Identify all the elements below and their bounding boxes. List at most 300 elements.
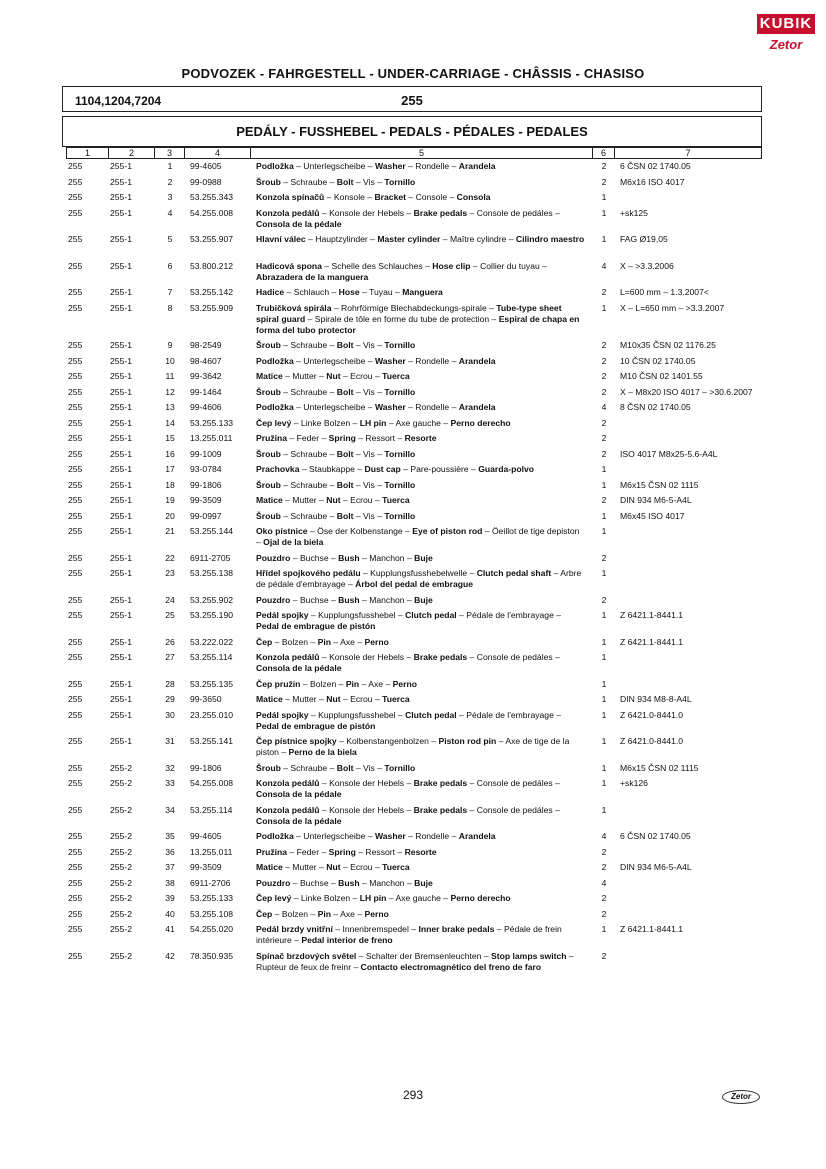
quantity-cell: 2 xyxy=(601,176,607,187)
description-de: Unterlegscheibe xyxy=(303,355,366,366)
quantity-cell: 1 xyxy=(601,568,607,578)
part-number-cell: 53.222.022 xyxy=(190,636,234,647)
description-cell: Podložka – Unterlegscheibe – Washer – Rondelle – Arandela xyxy=(256,355,496,366)
description-en: Nut xyxy=(326,371,341,381)
group-cell: 255 xyxy=(68,161,83,171)
note-cell: +sk126 xyxy=(620,778,648,788)
note-cell: DIN 934 M8-8-A4L xyxy=(620,694,692,704)
figure-cell: 255-1 xyxy=(110,736,132,746)
quantity-cell: 2 xyxy=(601,355,607,366)
figure-cell: 255-2 xyxy=(110,862,132,872)
description-cz: Čep xyxy=(256,908,273,919)
description-cz: Trubičková spirála xyxy=(256,302,332,313)
description-fr: Ecrou xyxy=(350,371,373,381)
description-es: Tuerca xyxy=(382,495,410,505)
group-cell: 255 xyxy=(68,652,83,662)
quantity-cell: 1 xyxy=(601,636,607,647)
group-cell: 255 xyxy=(68,709,83,720)
group-cell: 255 xyxy=(68,877,83,888)
description-en: Bush xyxy=(338,552,360,563)
description-es: Cilindro maestro xyxy=(515,234,585,244)
description-fr: Spirale de tôle en forme du tube de protection xyxy=(314,313,490,324)
section-header xyxy=(62,116,762,147)
description-fr: Pédale de l'embrayage xyxy=(466,709,554,720)
description-de: Staubkappe xyxy=(309,464,355,474)
description-cell: Trubičková spirála – Rohrförmige Blechabdeckungs-spirale – Tube-type sheet spiral guard – Spirale de tôle en forme du tube de protection – Espiral de chapa en forma del tubo protector xyxy=(256,302,580,335)
description-cz: Čep pružin xyxy=(256,678,301,689)
description-cell: Konzola pedálů – Konsole der Hebels – Brake pedals – Console de pedáles – Consola de la pédale xyxy=(256,804,560,826)
description-cell: Pedál brzdy vnitřní – Innenbremspedel – Inner brake pedals – Pédale de frein intérieure – Pedal interior de freno xyxy=(256,924,562,945)
description-de: Konsole der Hebels xyxy=(329,778,405,788)
description-cz: Čep levý xyxy=(256,417,292,428)
description-cz: Pružina xyxy=(256,846,288,857)
group-cell: 255 xyxy=(68,862,83,872)
description-es: Pedal interior de freno xyxy=(301,935,393,945)
figure-cell: 255-1 xyxy=(110,234,132,244)
quantity-cell: 1 xyxy=(601,207,607,218)
quantity-cell: 1 xyxy=(601,694,607,704)
description-fr: Maître cylindre xyxy=(449,234,507,244)
description-fr: Console xyxy=(415,192,448,202)
description-fr: Ecrou xyxy=(350,495,373,505)
part-number-cell: 6911-2706 xyxy=(190,877,231,888)
position-cell: 36 xyxy=(165,846,175,857)
figure-cell: 255-1 xyxy=(110,192,132,202)
note-cell: X – M8x20 ISO 4017 – >30.6.2007 xyxy=(620,386,753,397)
description-en: Tube-type sheet spiral guard xyxy=(256,302,562,324)
figure-cell: 255-2 xyxy=(110,877,132,888)
note-cell: X – >3.3.2006 xyxy=(620,260,674,271)
group-cell: 255 xyxy=(68,464,83,474)
part-number-cell: 6911-2705 xyxy=(190,552,231,563)
part-number-cell: 99-0997 xyxy=(190,510,222,521)
description-en: Bolt xyxy=(336,340,354,350)
description-en: Bolt xyxy=(336,386,354,397)
figure-cell: 255-2 xyxy=(110,908,132,919)
quantity-cell: 1 xyxy=(601,464,607,474)
figure-cell: 255-2 xyxy=(110,831,132,841)
logo-sub: Zetor xyxy=(769,37,803,52)
group-number: 255 xyxy=(401,93,423,108)
figure-cell: 255-1 xyxy=(110,260,132,271)
description-cell: Šroub – Schraube – Bolt – Vis – Tornillo xyxy=(256,479,416,490)
description-cz: Matice xyxy=(256,862,283,872)
group-cell: 255 xyxy=(68,207,83,218)
description-cz: Hlavní válec xyxy=(256,234,306,244)
description-cz: Hřídel spojkového pedálu xyxy=(256,568,361,578)
description-es: Pedal de embrague de pistón xyxy=(256,720,376,731)
description-de: Kupplungsfusshebel xyxy=(318,709,396,720)
part-number-cell: 54.255.008 xyxy=(190,778,234,788)
figure-cell: 255-1 xyxy=(110,207,132,218)
description-en: Bracket xyxy=(374,192,406,202)
part-number-cell: 53.255.907 xyxy=(190,234,234,244)
figure-cell: 255-1 xyxy=(110,386,132,397)
group-cell: 255 xyxy=(68,594,83,605)
description-de: Konsole xyxy=(333,192,365,202)
figure-cell: 255-1 xyxy=(110,433,132,443)
position-cell: 22 xyxy=(165,552,175,563)
description-fr: Vis xyxy=(363,340,375,350)
figure-cell: 255-1 xyxy=(110,302,132,313)
part-number-cell: 98-4607 xyxy=(190,355,222,366)
quantity-cell: 1 xyxy=(601,778,607,788)
description-cell: Podložka – Unterlegscheibe – Washer – Rondelle – Arandela xyxy=(256,831,496,841)
description-en: LH pin xyxy=(359,417,387,428)
description-cz: Pouzdro xyxy=(256,594,291,605)
description-es: Tuerca xyxy=(382,371,410,381)
figure-cell: 255-1 xyxy=(110,340,132,350)
description-fr: Manchon xyxy=(369,594,405,605)
description-de: Unterlegscheibe xyxy=(303,161,366,171)
description-cz: Šroub xyxy=(256,340,281,350)
description-de: Linke Bolzen xyxy=(300,893,351,903)
description-cell: Konzola pedálů – Konsole der Hebels – Brake pedals – Console de pedáles – Consola de la pédale xyxy=(256,778,560,799)
description-cz: Matice xyxy=(256,371,283,381)
figure-cell: 255-2 xyxy=(110,846,132,857)
note-cell: DIN 934 M6-5-A4L xyxy=(620,495,692,505)
part-number-cell: 53.255.142 xyxy=(190,287,234,297)
figure-cell: 255-1 xyxy=(110,161,132,171)
description-cell: Šroub – Schraube – Bolt – Vis – Tornillo xyxy=(256,386,416,397)
description-en: Inner brake pedals xyxy=(418,924,495,934)
description-es: Consola de la pédale xyxy=(256,815,342,826)
description-de: Konsole der Hebels xyxy=(329,804,405,815)
description-cell: Hadice – Schlauch – Hose – Tuyau – Manguera xyxy=(256,287,443,297)
description-es: Buje xyxy=(414,594,433,605)
zetor-footer-logo: Zetor xyxy=(722,1090,760,1104)
quantity-cell: 1 xyxy=(601,762,607,773)
description-en: Spring xyxy=(328,433,356,443)
note-cell: Z 6421.1-8441.1 xyxy=(620,924,684,934)
note-cell: 8 ČSN 02 1740.05 xyxy=(620,402,691,412)
position-cell: 1 xyxy=(167,161,173,171)
description-cell: Konzola pedálů – Konsole der Hebels – Brake pedals – Console de pedáles – Consola de la pédale xyxy=(256,207,560,229)
description-cz: Šroub xyxy=(256,386,281,397)
description-en: Spring xyxy=(328,846,356,857)
description-cell: Hlavní válec – Hauptzylinder – Master cylinder – Maître cylindre – Cilindro maestro xyxy=(256,234,585,244)
description-en: Bolt xyxy=(336,479,354,490)
quantity-cell: 2 xyxy=(601,495,607,505)
position-cell: 13 xyxy=(165,402,175,412)
description-en: Nut xyxy=(326,862,341,872)
part-number-cell: 53.255.141 xyxy=(190,736,234,746)
group-cell: 255 xyxy=(68,893,83,903)
description-fr: Rondelle xyxy=(415,402,450,412)
part-number-cell: 99-1464 xyxy=(190,386,222,397)
description-cell: Šroub – Schraube – Bolt – Vis – Tornillo xyxy=(256,510,416,521)
description-cell: Čep pružin – Bolzen – Pin – Axe – Perno xyxy=(256,678,418,689)
quantity-cell: 2 xyxy=(601,287,607,297)
description-es: Guarda-polvo xyxy=(478,464,535,474)
description-fr: Axe gauche xyxy=(395,893,441,903)
group-cell: 255 xyxy=(68,762,83,773)
quantity-cell: 2 xyxy=(601,371,607,381)
figure-cell: 255-1 xyxy=(110,678,132,689)
figure-cell: 255-1 xyxy=(110,448,132,459)
description-en: Clutch pedal xyxy=(405,610,457,620)
position-cell: 30 xyxy=(165,709,175,720)
description-en: Eye of piston rod xyxy=(412,526,483,536)
description-cell: Šroub – Schraube – Bolt – Vis – Tornillo xyxy=(256,762,416,773)
description-de: Konsole der Hebels xyxy=(329,652,405,662)
description-fr: Ecrou xyxy=(350,694,373,704)
quantity-cell: 1 xyxy=(601,610,607,620)
part-number-cell: 99-1806 xyxy=(190,762,222,773)
group-cell: 255 xyxy=(68,386,83,397)
description-fr: Vis xyxy=(363,762,375,773)
description-es: Consola de la pédale xyxy=(256,218,342,229)
description-fr: Vis xyxy=(363,386,375,397)
position-cell: 24 xyxy=(165,594,175,605)
group-cell: 255 xyxy=(68,804,83,815)
description-es: Tornillo xyxy=(384,176,416,187)
part-number-cell: 99-4605 xyxy=(190,161,222,171)
description-fr: Axe xyxy=(368,678,384,689)
group-cell: 255 xyxy=(68,417,83,428)
description-en: Bolt xyxy=(336,762,354,773)
description-en: Bush xyxy=(338,594,360,605)
position-cell: 37 xyxy=(165,862,175,872)
column-header-6: 6 xyxy=(593,148,615,158)
quantity-cell: 1 xyxy=(601,192,607,202)
column-header-7: 7 xyxy=(685,148,691,158)
note-cell: M6x15 ČSN 02 1115 xyxy=(620,479,699,490)
figure-cell: 255-2 xyxy=(110,762,132,773)
part-number-cell: 99-1806 xyxy=(190,479,222,490)
description-cell: Pružina – Feder – Spring – Ressort – Resorte xyxy=(256,846,437,857)
quantity-cell: 2 xyxy=(601,161,607,171)
description-de: Mutter xyxy=(292,495,317,505)
quantity-cell: 2 xyxy=(601,908,607,919)
description-cell: Prachovka – Staubkappe – Dust cap – Pare-poussière – Guarda-polvo xyxy=(256,464,535,474)
quantity-cell: 1 xyxy=(601,736,607,746)
description-en: Brake pedals xyxy=(413,804,468,815)
part-number-cell: 99-0988 xyxy=(190,176,222,187)
description-de: Bolzen xyxy=(281,636,309,647)
description-en: Pin xyxy=(345,678,360,689)
description-es: Arandela xyxy=(458,831,496,841)
description-es: Consola xyxy=(456,192,491,202)
note-cell: 6 ČSN 02 1740.05 xyxy=(620,831,691,841)
group-cell: 255 xyxy=(68,479,83,490)
description-fr: Rupteur de feux de freinr xyxy=(256,961,352,972)
description-cell: Čep levý – Linke Bolzen – LH pin – Axe gauche – Perno derecho xyxy=(256,417,511,428)
part-number-cell: 99-3642 xyxy=(190,371,222,381)
description-cz: Konzola pedálů xyxy=(256,652,320,662)
figure-cell: 255-1 xyxy=(110,176,132,187)
description-cell: Podložka – Unterlegscheibe – Washer – Rondelle – Arandela xyxy=(256,161,496,171)
description-es: Perno derecho xyxy=(450,893,511,903)
description-fr: Vis xyxy=(363,510,375,521)
position-cell: 27 xyxy=(165,652,175,662)
description-cz: Šroub xyxy=(256,510,281,521)
note-cell: +sk125 xyxy=(620,207,648,218)
description-cz: Šroub xyxy=(256,479,281,490)
group-cell: 255 xyxy=(68,495,83,505)
quantity-cell: 4 xyxy=(601,402,607,412)
description-cz: Pedál spojky xyxy=(256,610,309,620)
figure-cell: 255-1 xyxy=(110,355,132,366)
model-header xyxy=(62,86,762,112)
description-fr: Pédale de frein intérieure xyxy=(256,924,562,945)
description-fr: Tuyau xyxy=(369,287,393,297)
description-cz: Hadicová spona xyxy=(256,260,322,271)
description-de: Innenbremspedel xyxy=(342,924,409,934)
description-de: Kupplungsfusshebel xyxy=(318,610,396,620)
description-es: Tornillo xyxy=(384,510,416,521)
description-es: Perno xyxy=(364,908,389,919)
figure-cell: 255-2 xyxy=(110,924,132,934)
description-cell: Pedál spojky – Kupplungsfusshebel – Clutch pedal – Pédale de l'embrayage – Pedal de embrague de pistón xyxy=(256,709,562,731)
position-cell: 5 xyxy=(167,234,173,244)
description-en: Hose xyxy=(338,287,360,297)
description-de: Konsole der Hebels xyxy=(329,207,405,218)
position-cell: 35 xyxy=(165,831,175,841)
position-cell: 33 xyxy=(165,778,175,788)
description-cz: Šroub xyxy=(256,762,281,773)
note-cell: Z 6421.0-8441.0 xyxy=(620,736,684,746)
description-cz: Konzola pedálů xyxy=(256,778,320,788)
part-number-cell: 53.255.144 xyxy=(190,526,234,536)
position-cell: 29 xyxy=(165,694,175,704)
kubik-zetor-logo xyxy=(757,14,815,64)
quantity-cell: 2 xyxy=(601,417,607,428)
quantity-cell: 1 xyxy=(601,709,607,720)
description-es: Arandela xyxy=(458,355,496,366)
description-fr: Axe gauche xyxy=(395,417,441,428)
group-cell: 255 xyxy=(68,510,83,521)
part-number-cell: 99-1009 xyxy=(190,448,222,459)
description-cell: Hadicová spona – Schelle des Schlauches – Hose clip – Collier du tuyau – Abrazadera de la manguera xyxy=(256,260,547,282)
group-cell: 255 xyxy=(68,355,83,366)
description-cz: Pouzdro xyxy=(256,877,291,888)
position-cell: 41 xyxy=(165,924,175,934)
description-de: Buchse xyxy=(299,552,329,563)
quantity-cell: 1 xyxy=(601,510,607,521)
quantity-cell: 2 xyxy=(601,552,607,563)
description-cz: Pružina xyxy=(256,433,288,443)
position-cell: 17 xyxy=(165,464,175,474)
part-number-cell: 53.255.190 xyxy=(190,610,234,620)
note-cell: M10x35 ČSN 02 1176.25 xyxy=(620,340,716,350)
description-fr: Rondelle xyxy=(415,831,450,841)
description-de: Rohrförmige Blechabdeckungs-spirale xyxy=(341,302,487,313)
description-fr: Console de pedáles xyxy=(476,652,553,662)
description-fr: Axe xyxy=(340,908,355,919)
column-header-3: 3 xyxy=(155,148,185,158)
group-cell: 255 xyxy=(68,176,83,187)
description-es: Tornillo xyxy=(384,386,416,397)
description-en: LH pin xyxy=(359,893,387,903)
description-es: Tornillo xyxy=(384,479,416,490)
group-cell: 255 xyxy=(68,636,83,647)
description-cell: Matice – Mutter – Nut – Ecrou – Tuerca xyxy=(256,694,410,704)
quantity-cell: 2 xyxy=(601,448,607,459)
description-en: Bolt xyxy=(336,510,354,521)
group-cell: 255 xyxy=(68,433,83,443)
description-en: Bolt xyxy=(336,176,354,187)
column-header-5: 5 xyxy=(251,148,593,158)
description-de: Bolzen xyxy=(281,908,309,919)
description-es: Arandela xyxy=(458,402,496,412)
quantity-cell: 2 xyxy=(601,950,607,961)
column-header-row xyxy=(66,147,762,159)
part-number-cell: 99-3509 xyxy=(190,862,222,872)
group-cell: 255 xyxy=(68,778,83,788)
description-de: Unterlegscheibe xyxy=(303,402,366,412)
quantity-cell: 1 xyxy=(601,234,607,244)
quantity-cell: 1 xyxy=(601,479,607,490)
models-label: 1104,1204,7204 xyxy=(75,94,162,108)
position-cell: 2 xyxy=(167,176,173,187)
quantity-cell: 1 xyxy=(601,526,607,536)
description-cell: Čep – Bolzen – Pin – Axe – Perno xyxy=(256,908,389,919)
group-cell: 255 xyxy=(68,448,83,459)
description-de: Schraube xyxy=(290,176,328,187)
page-number: 293 xyxy=(402,1088,424,1102)
description-de: Schlauch xyxy=(293,287,330,297)
group-cell: 255 xyxy=(68,846,83,857)
description-cz: Pedál brzdy vnitřní xyxy=(256,924,333,934)
description-fr: Axe xyxy=(340,636,355,647)
description-cell: Pedál spojky – Kupplungsfusshebel – Clutch pedal – Pédale de l'embrayage – Pedal de embrague de pistón xyxy=(256,610,562,631)
description-cz: Podložka xyxy=(256,831,294,841)
description-es: Resorte xyxy=(404,433,437,443)
description-cz: Konzola spínačů xyxy=(256,192,325,202)
description-de: Schalter der Bremsenleuchten xyxy=(365,950,482,961)
description-es: Abrazadera de la manguera xyxy=(256,271,369,282)
description-en: Brake pedals xyxy=(413,652,468,662)
description-fr: Console de pedáles xyxy=(476,207,553,218)
description-cell: Podložka – Unterlegscheibe – Washer – Rondelle – Arandela xyxy=(256,402,496,412)
part-number-cell: 53.255.133 xyxy=(190,893,234,903)
description-fr: Collier du tuyau xyxy=(480,260,540,271)
position-cell: 25 xyxy=(165,610,175,620)
description-cz: Prachovka xyxy=(256,464,300,474)
part-number-cell: 53.255.114 xyxy=(190,652,233,662)
column-header-1: 1 xyxy=(67,148,109,158)
description-es: Manguera xyxy=(402,287,443,297)
description-de: Buchse xyxy=(299,877,329,888)
note-cell: FAG Ø19,05 xyxy=(620,234,668,244)
position-cell: 8 xyxy=(167,302,173,313)
group-cell: 255 xyxy=(68,287,83,297)
quantity-cell: 1 xyxy=(601,924,607,934)
description-en: Nut xyxy=(326,495,341,505)
description-es: Arandela xyxy=(458,161,496,171)
description-de: Kupplungsfusshebelwelle xyxy=(370,568,468,578)
description-fr: Pédale de l'embrayage xyxy=(466,610,554,620)
position-cell: 3 xyxy=(167,192,173,202)
description-fr: Pare-poussière xyxy=(410,464,469,474)
position-cell: 38 xyxy=(165,877,175,888)
position-cell: 23 xyxy=(165,568,175,578)
figure-cell: 255-1 xyxy=(110,402,132,412)
part-number-cell: 53.255.138 xyxy=(190,568,234,578)
group-cell: 255 xyxy=(68,831,83,841)
group-cell: 255 xyxy=(68,568,83,578)
description-cz: Oko pístnice xyxy=(256,526,308,536)
quantity-cell: 2 xyxy=(601,386,607,397)
part-number-cell: 99-3509 xyxy=(190,495,222,505)
description-fr: Vis xyxy=(363,176,375,187)
position-cell: 15 xyxy=(165,433,175,443)
position-cell: 9 xyxy=(167,340,173,350)
description-de: Kolbenstangenbolzen xyxy=(346,736,429,746)
description-en: Hose clip xyxy=(432,260,471,271)
group-cell: 255 xyxy=(68,402,83,412)
